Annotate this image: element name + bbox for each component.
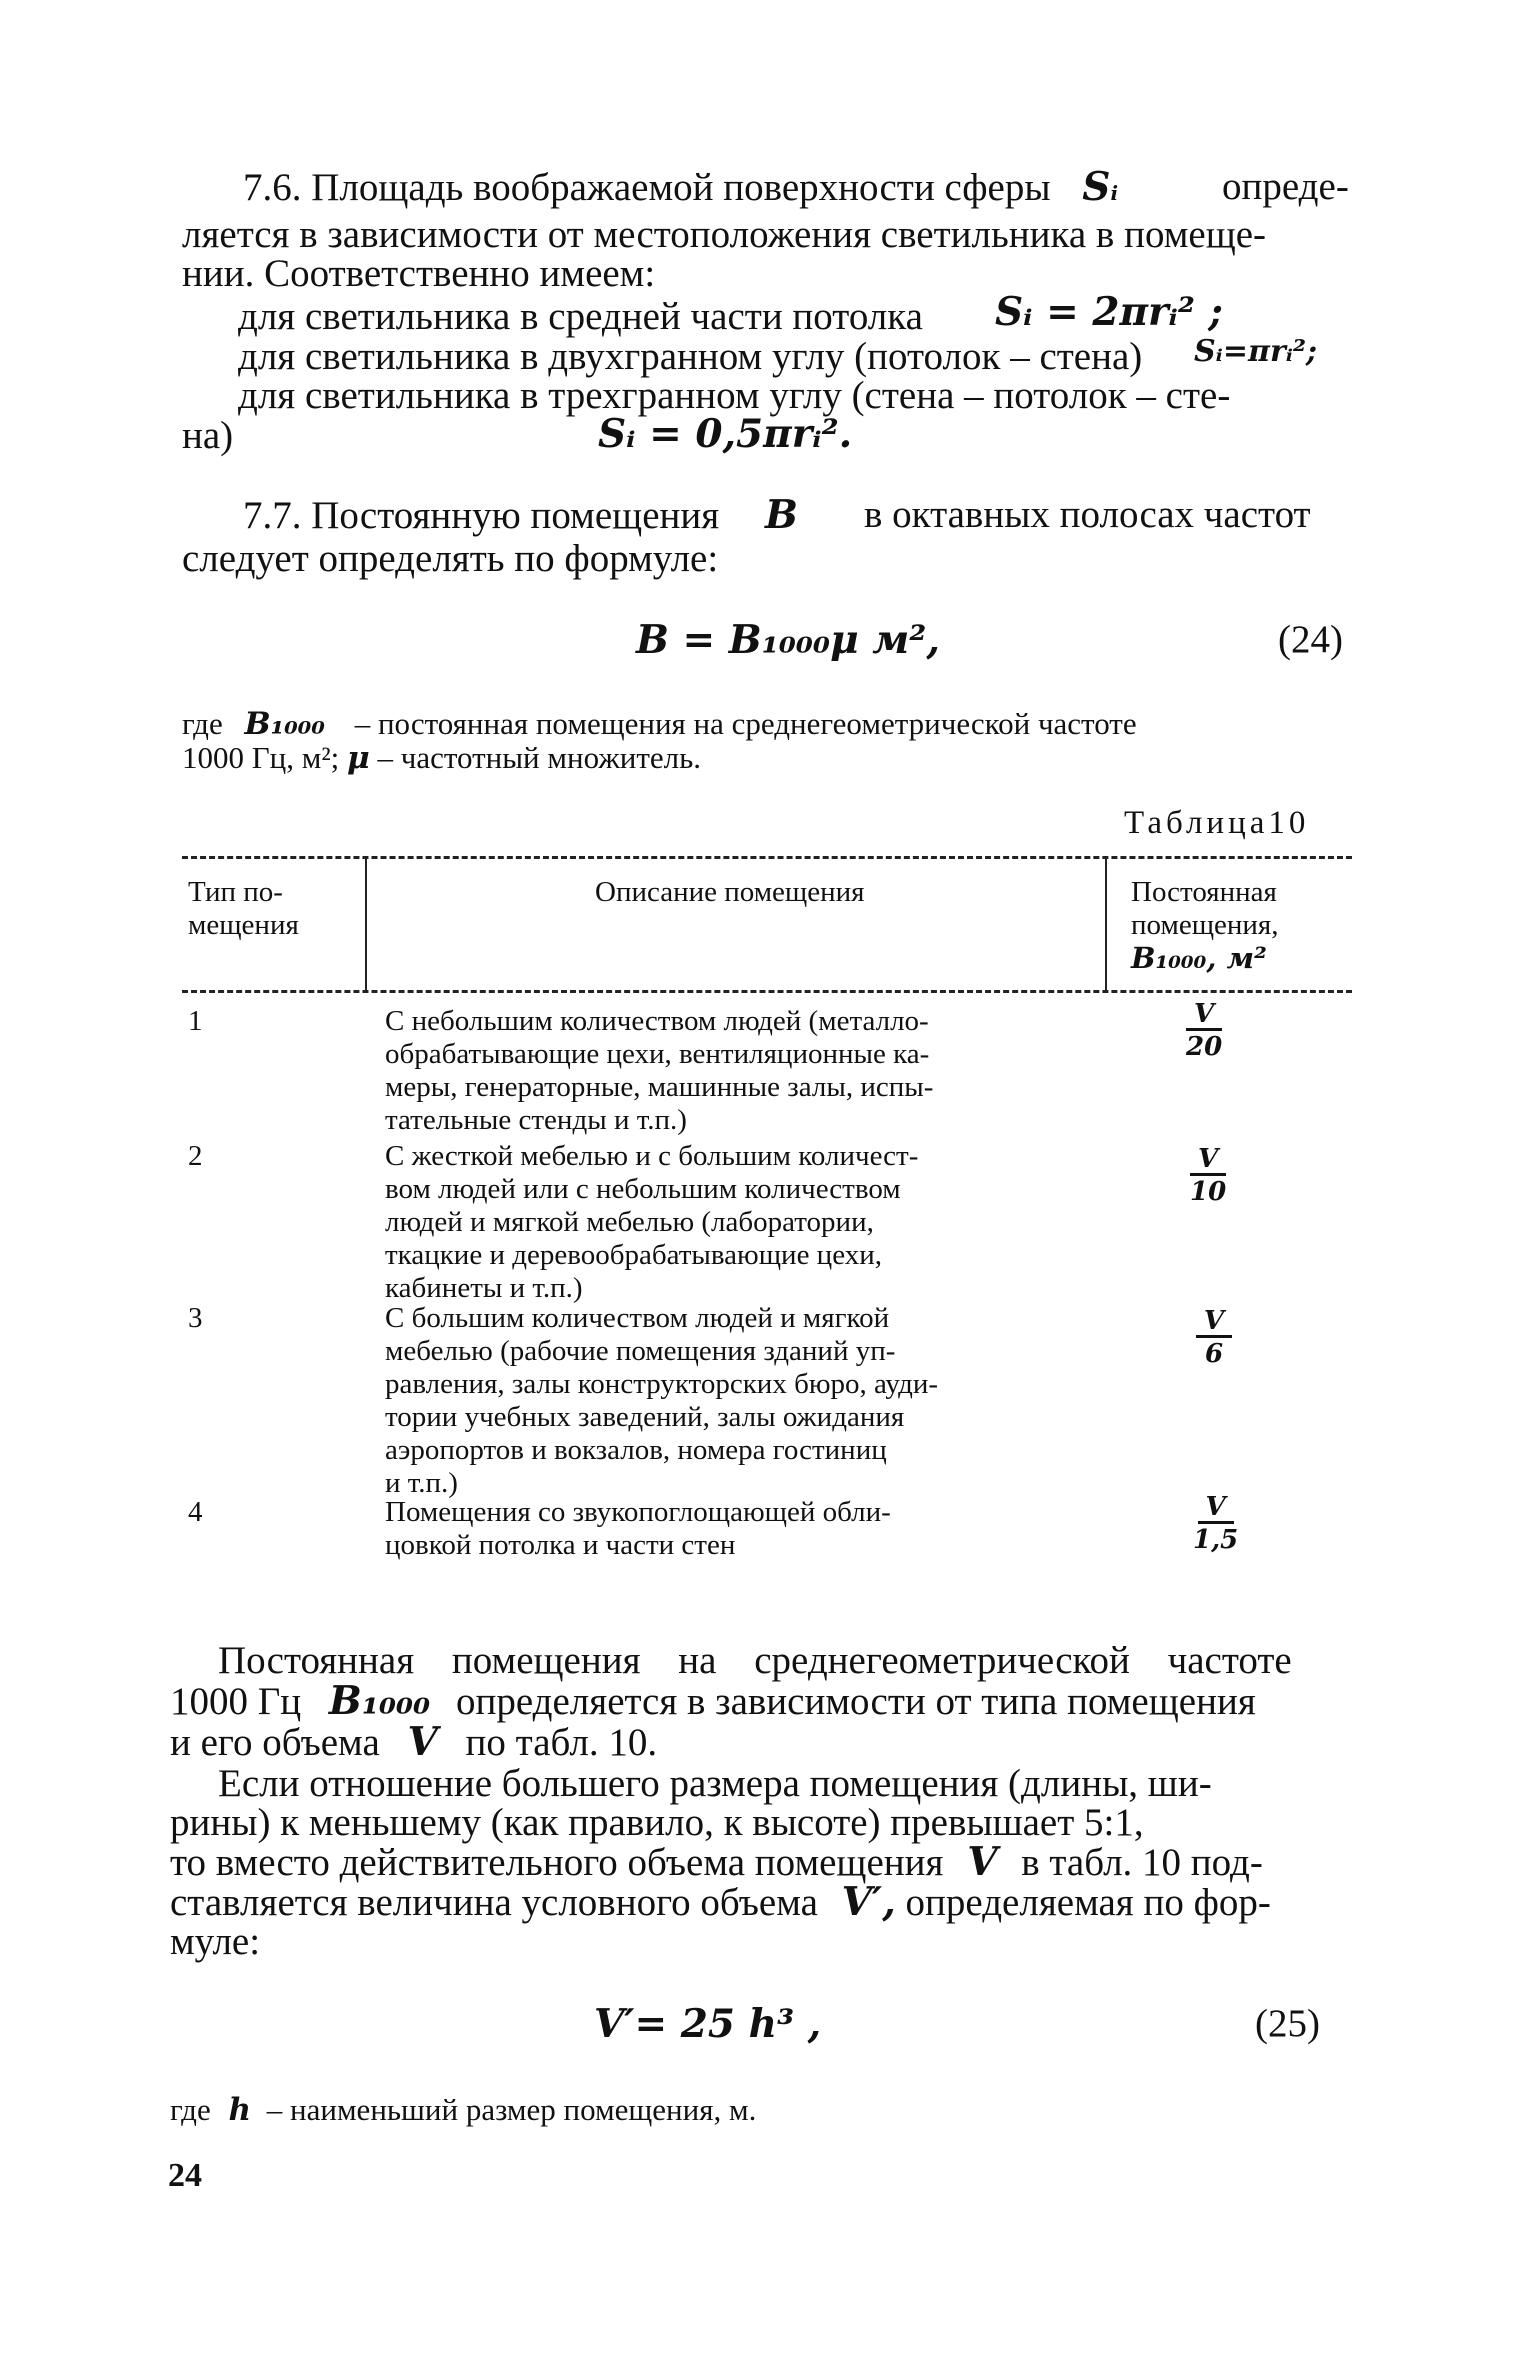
row2-fraction: V 10 <box>1190 1144 1227 1207</box>
para-after-2-line5: муле: <box>170 1920 261 1963</box>
para-after-1-line2: 1000 Гц B₁₀₀₀ определяется в зависимости от типа помещения <box>170 1678 1256 1724</box>
para-7-7-line1b: в октавных полосах частот <box>864 493 1311 536</box>
row1-fraction: V 20 <box>1186 999 1223 1062</box>
header-constant: Постоянная помещения, B₁₀₀₀, м² <box>1131 876 1279 975</box>
where-24-line2: 1000 Гц, м²; μ – частотный множитель. <box>182 740 702 776</box>
row3-fraction: V 6 <box>1196 1307 1232 1368</box>
formula-25: V′= 25 h³ , <box>594 2001 822 2047</box>
para-after-2-line2: рины) к меньшему (как правило, к высоте) превышает 5:1, <box>170 1801 1144 1844</box>
var-b: B <box>764 492 798 538</box>
row4-type: 4 <box>188 1496 203 1528</box>
para-after-1-line3: и его объема V по табл. 10. <box>170 1719 658 1765</box>
row3-description: С большим количеством людей и мягкой мебелью (рабочие помещения зданий уп- равления, залы конструкторских бюро, ауди- тории учебных заведений, залы ожидания аэропортов и вокзалов, номера гостиниц и т.п.) <box>385 1302 938 1499</box>
case1-text: для светильника в средней части потолка <box>238 295 923 338</box>
para-7-6-line1: 7.6. Площадь воображаемой поверхности сферы Si <box>243 164 1119 210</box>
table-top-rule <box>182 856 1352 859</box>
row2-type: 2 <box>188 1140 203 1172</box>
where-25: где h – наименьший размер помещения, м. <box>170 2092 757 2128</box>
formula-24: B = B₁₀₀₀μ м², <box>636 617 940 663</box>
row4-description: Помещения со звукопоглощающей обли- цовкой потолка и части стен <box>385 1496 891 1561</box>
case2-text: для светильника в двухгранном углу (потолок – стена) <box>238 335 1143 378</box>
para-7-6-hyphen: опреде- <box>1222 165 1349 208</box>
var-s: S <box>1082 164 1111 210</box>
page-number: 24 <box>168 2157 202 2194</box>
header-type: Тип по- мещения <box>188 876 299 941</box>
para-7-7-line2: следует определять по формуле: <box>182 537 719 580</box>
para-after-1-line1: Постоянная помещения на среднегеометрической частоте <box>218 1639 1292 1682</box>
para-7-7-line1: 7.7. Постоянную помещения B <box>243 492 798 538</box>
case3-formula: Sᵢ = 0,5πrᵢ². <box>598 411 853 457</box>
equation-number-24: (24) <box>1278 618 1343 661</box>
table-col-divider-1 <box>365 858 367 992</box>
equation-number-25: (25) <box>1255 2002 1320 2045</box>
para-7-6-line2: ляется в зависимости от местоположения светильника в помеще- <box>182 213 1267 256</box>
where-24-line1: где B₁₀₀₀ – постоянная помещения на среднегеометрической частоте <box>182 706 1137 742</box>
row2-description: С жесткой мебелью и с большим количест- вом людей или с небольшим количеством людей и мягкой мебелью (лаборатории, ткацкие и деревообрабатывающие цехи, кабинеты и т.п.) <box>385 1140 919 1304</box>
case3-cont: на) <box>182 414 234 457</box>
row4-fraction: V 1,5 <box>1193 1492 1239 1555</box>
table-header-rule <box>182 990 1352 993</box>
table-col-divider-2 <box>1105 858 1107 992</box>
header-description: Описание помещения <box>595 876 865 908</box>
table-caption: Таблица10 <box>1124 805 1310 841</box>
para-7-6-line3: нии. Соответственно имеем: <box>182 252 656 295</box>
case1-formula: Sᵢ = 2πrᵢ² ; <box>995 289 1223 335</box>
row3-type: 3 <box>188 1302 203 1334</box>
row1-description: С небольшим количеством людей (металло- обрабатывающие цехи, вентиляционные ка- меры, генераторные, машинные залы, испы- тательные стенды и т.п.) <box>385 1005 934 1136</box>
case3-text: для светильника в трехгранном углу (стена – потолок – сте- <box>238 374 1231 417</box>
para-after-2-line3: то вместо действительного объема помещения V в табл. 10 под- <box>170 1839 1263 1885</box>
para-after-2-line4: ставляется величина условного объема V′, определяемая по фор- <box>170 1879 1271 1925</box>
row1-type: 1 <box>188 1005 203 1037</box>
para-after-2-line1: Если отношение большего размера помещения (длины, ши- <box>218 1762 1212 1805</box>
case2-formula: Sᵢ=πrᵢ²; <box>1194 334 1318 369</box>
